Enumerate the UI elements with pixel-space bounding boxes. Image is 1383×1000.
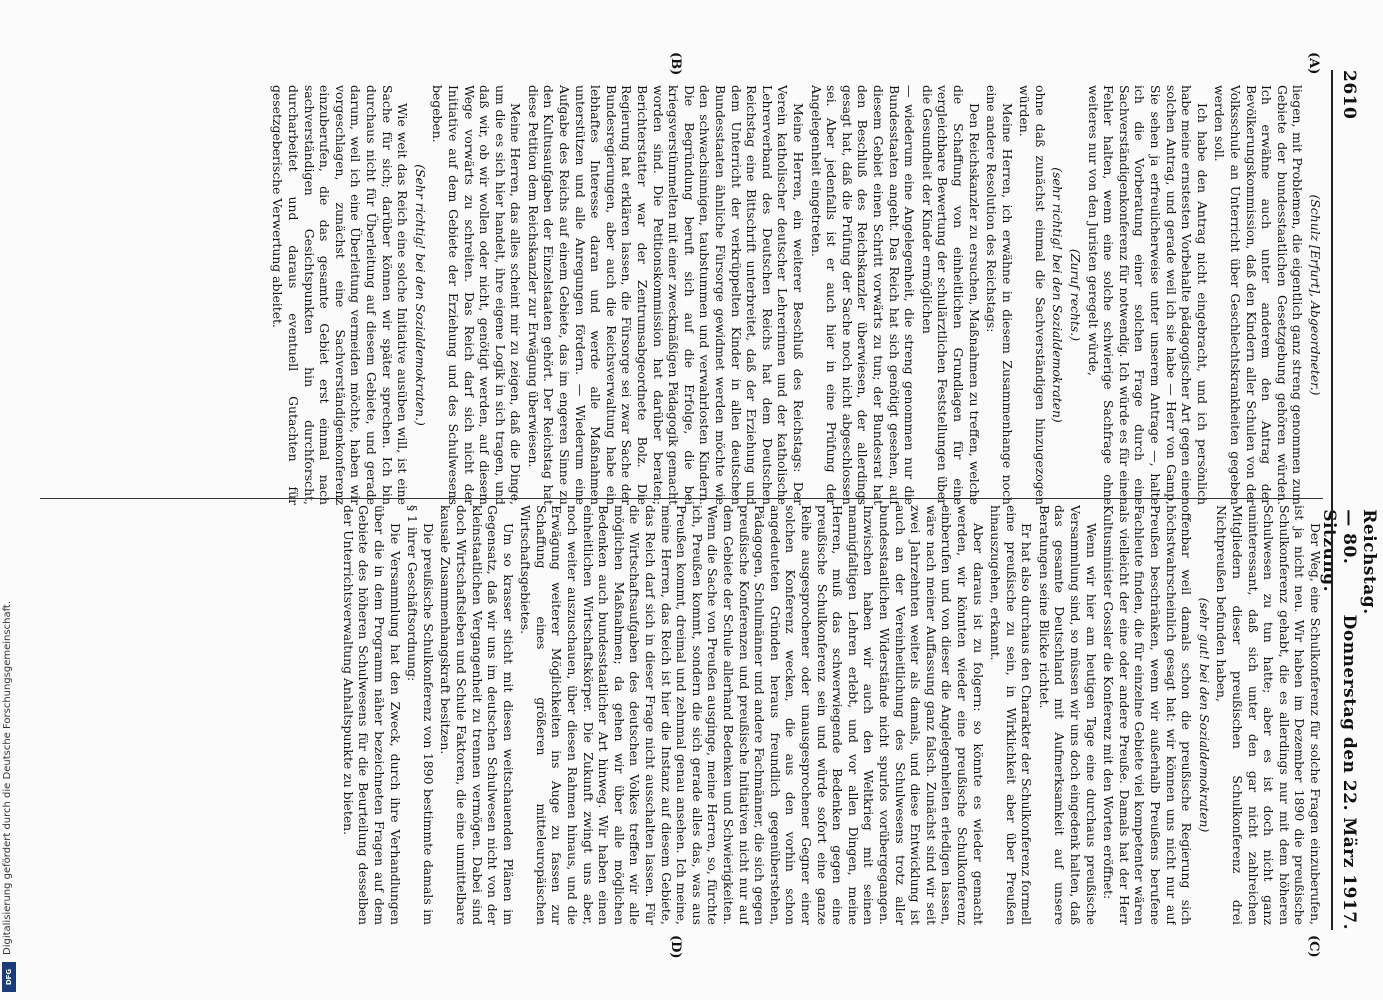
paragraph: offenbar weil damals schon die preußische Regierung sich höchstwahrscheinlich gesagt hat: wir können uns nicht nur auf Preußen beschränken, wenn wir außerhalb Preußens berufene Fachleute finden, die für einzelne Gebiete viel kompetenter wären als vielleicht der eine oder andere Preuße. Damals hat der Herr Kultusminister Gossler die Konferenz mit den Worten eröffnet: <box>1101 505 1195 925</box>
paragraph: Ich habe den Antrag nicht eingebracht, und ich persönlich habe meine ernstesten Vorbehalte pädagogischer Art gegen einen solchen Antrag, und gerade weil ich sie habe — Herr von Gamp, Sie sehen ja erfreulicherweise unter unserem Antrage —, halte ich die Vorberatung einer solchen Frage durch eine Sachverständigenkonferenz für notwendig. Ich würde es für einen Fehler halten, wenn eine solche schwierige Sachfrage ohne weiteres nur von den Juristen geregelt würde, <box>1085 85 1210 505</box>
dfg-logo <box>2 962 16 992</box>
logo-text: DFG <box>5 968 13 986</box>
header-date: Donnerstag den 22. März 1917. <box>1339 614 1359 930</box>
interjection: (Zuruf rechts.) <box>1068 248 1084 342</box>
left-column <box>40 85 1323 505</box>
header-title: Reichstag. — 80. Sitzung. <box>1319 509 1379 615</box>
credit-text: Digitalisierung gefördert durch die Deutsche Forschungsgemeinschaft. <box>2 600 13 955</box>
interjection: (Sehr richtig! bei den Sozialdemokraten.) <box>412 164 428 426</box>
speaker-line: (Schulz [Erfurt], Abgeordneter.) <box>1308 194 1323 396</box>
paragraph: Um so krasser sticht mit diesen weitschauenden Plänen im Gegensatz, daß wir uns im deutschen Schulwesen nicht von der kleinstaatlichen Vergangenheit zu trennen vermögen. Dabei sind doch Wirtschaftsleben und Schule Faktoren, die eine unmittelbare kausale Zusammenhangskraft besitzen. <box>438 505 516 925</box>
margin-marker-c: (C) <box>1306 935 1321 958</box>
paragraph: Meine Herren, ich erwähne in diesem Zusammenhange noch eine andere Resolution des Reichstags: <box>984 85 1015 505</box>
paragraph: Der Weg, eine Schulkonferenz für solche Fragen einzuberufen, ist ja nicht neu. Wir haben im Dezember 1890 die preußische Schulkonferenz gehabt, die es allerdings nur mit dem höheren Schulwesen zu tun hatte; aber es ist doch nicht ganz uninteressant, daß sich unter den gar nicht zahlreichen Mitgliedern dieser preußischen Schulkonferenz drei Nichtpreußen befunden haben, <box>1214 505 1323 925</box>
quoted-resolution: Den Reichskanzler zu ersuchen, Maßnahmen zu treffen, welche die Schaffung von einheitlichen Grundlagen für eine vergleichbare Bewertung der schulärztlichen Feststellungen über die Gesundheit der Kinder ermöglichen <box>919 85 982 505</box>
paragraph: liegen, mit Problemen, die eigentlich ganz streng genommen zum Gebiete der bundesstaatlichen Gesetzgebung gehören würden. Ich erwähne auch unter anderem den Antrag der Bevölkerungskommission, daß den Kindern aller Schulen von der Volksschule an Unterricht über Geschlechtskrankheiten gegeben werden soll. <box>1212 85 1306 505</box>
paragraph: ohne daß zunächst einmal die Sachverständigen hinzugezogen würden. <box>1017 85 1048 505</box>
margin-marker-a: (A) <box>1306 52 1321 75</box>
paragraph: Meine Herren, das alles scheint mir zu zeigen, daß die Dinge, um die es sich hier handelt, ihre eigene Logik in sich tragen, und daß wir, ob wir wollen oder nicht, genötigt werden, auf diesem Wege vorwärts zu schreiten. Das Reich darf sich nicht der Initiative auf dem Gebiete der Erziehung und des Schulwesens begeben. <box>430 85 524 505</box>
margin-marker-d: (D) <box>668 935 683 959</box>
paragraph: Die preußische Schulkonferenz von 1890 bestimmte damals im § 1 ihrer Geschäftsordnung: <box>405 505 436 925</box>
margin-marker-b: (B) <box>668 52 683 76</box>
quotation: Die Versammlung hat den Zweck, durch ihre Verhandlungen über die in dem Programm näher bezeichneten Fragen auf dem Gebiete des höheren Schulwesens für die Beurteilung desselben der Unterrichtsverwaltung Anhaltspunkte zu bieten. <box>340 505 403 925</box>
page-header <box>1319 70 1379 930</box>
interjection: (sehr gut! bei den Sozialdemokraten) <box>1196 597 1212 833</box>
interjection: (sehr richtig! bei den Sozialdemokraten) <box>1050 167 1066 423</box>
header-rule <box>1331 70 1333 930</box>
right-column <box>40 505 1323 925</box>
paragraph: Meine Herren, ein weiterer Beschluß des Reichstags: Der Verein katholischer deutscher Lehrerinnen und der katholische Lehrerverband des Deutschen Reichs hat dem Deutschen Reichstag eine Bittschrift unterbreitet, daß der Erziehung und dem Unterricht der verkrüppelten Kinder in allen deutschen Bundesstaaten ähnliche Fürsorge gewidmet werden möchte wie den schwachsinnigen, taubstummen und verwahrlosten Kindern. Die Begründung beruft sich auf die Erfolge, die bei kriegsverstümmelten mit einer zweckmäßigen Pädagogik gemacht worden sind. Die Petitionskommission hat darüber beraten; Berichterstatter war der Zentrumsabgeordnete Bolz. Die Regierung hat erklären lassen, die Fürsorge sei zwar Sache der Bundesregierungen, aber auch die Reichsverwaltung habe ein lebhaftes Interesse daran und werde alle Maßnahmen unterstützen und alle Anregungen fördern. — Wiederum eine Aufgabe des Reichs auf einem Gebiete, das im engeren Sinne zu den Kultusaufgaben der Einzelstaaten gehört. Der Reichstag hat diese Petition dem Reichskanzler zur Erwägung überwiesen. <box>525 85 806 505</box>
paragraph: Aber daraus ist zu folgern: so könnte es wieder gemacht werden, wir könnten wieder eine preußische Schulkonferenz einberufen und von dieser die Angelegenheiten erledigen lassen, wäre nach meiner Auffassung ganz falsch. Zunächst sind wir seit zwei Jahrzehnten weiter als damals, und diese Entwicklung ist auch an der Vereinheitlichung des Schulwesens trotz aller bundesstaatlichen Widerstände nicht spurlos vorübergegangen. Inzwischen haben wir auch den Weltkrieg mit seinen mannigfaltigen Lehren erlebt, und vor allen Dingen, meine Herren, muß das schwerwiegende Bedenken gegen eine preußische Schulkonferenz sein und würde sofort eine ganze Reihe ausgesprochener oder unausgesprochener Gegner einer solchen Konferenz wecken, die aus den vorhin schon angedeuteten Gründen heraus freundlich gegenüberstehen, Pädagogen, Schulmänner und andere Fachmänner, die sich gegen preußische Konferenzen und preußische Initiativen nicht nur auf dem Gebiete der Schule allerhand Bedenken und Schwierigkeiten. Wenn die Sache von Preußen ausginge, meine Herren, so, fürchte ich, Preußen kommt, sondern die sich gerade alles das, was aus Preußen kommt, dreimal und zehnmal genau ansehen. Ich meine, meine Herren, das Reich ist hier die Instanz auf diesem Gebiete, das Reich darf sich in dieser Frage nicht ausschalten lassen. Für die Wirtschaftsaufgaben des deutschen Volkes treffen wir alle möglichen Maßnahmen; da gehen wir über alle möglichen Bedenken auch bundesstaatlicher Art hinweg. Wir haben einen einheitlichen Wirtschaftskörper. Die Zukunft zwingt uns aber, noch weiter auszuschauen, über diesen Rahmen hinaus, und die Erwägung weiterer Möglichkeiten ins Auge zu fassen zur Schaffung eines größeren mitteleuropäischen Wirtschaftsgebietes. <box>518 505 986 925</box>
page-number: 2610 <box>1339 70 1359 120</box>
column-divider <box>40 498 1323 499</box>
paragraph: Wie weit das Reich eine solche Initiative ausüben will, ist eine Sache für sich; darüber können wir später sprechen. Ich bin durchaus nicht für Überleitung auf diesem Gebiete, und gerade darum, weil ich eine Überleitung vermeiden möchte, haben wir vorgeschlagen, zunächst eine Sachverständigenkonferenz einzuberufen, die das gesamte Gebiet erst einmal nach sachverständigen Gesichtspunkten hin durchforscht, durcharbeitet und daraus eventuell Gutachten für gesetzgeberische Verwertung ableitet. <box>270 85 411 505</box>
paragraph: Er hat also durchaus den Charakter der Schulkonferenz formell eine preußische zu sein, in Wirklichkeit aber über Preußen hinauszugehen, erkannt. <box>988 505 1035 925</box>
paragraph: — wiederum eine Angelegenheit, die streng genommen nur die Bundesstaaten angeht. Das Reich hat sich genötigt gesehen, auf diesem Gebiet einen Schritt vorwärts zu tun; der Bundesrat hat den Beschluß des Reichskanzler überwiesen, der allerdings gesagt hat, daß die Prüfung der Sache noch nicht abgeschlossen sei. Aber jedenfalls ist er auch hier in eine Prüfung der Angelegenheit eingetreten. <box>808 85 918 505</box>
quotation: Wenn wir hier am heutigen Tage eine durchaus preußische Versammlung sind, so müssen wir uns doch eingedenk halten, daß das gesamte Deutschland mit Aufmerksamkeit auf unsere Beratungen seine Blicke richtet. <box>1036 505 1099 925</box>
